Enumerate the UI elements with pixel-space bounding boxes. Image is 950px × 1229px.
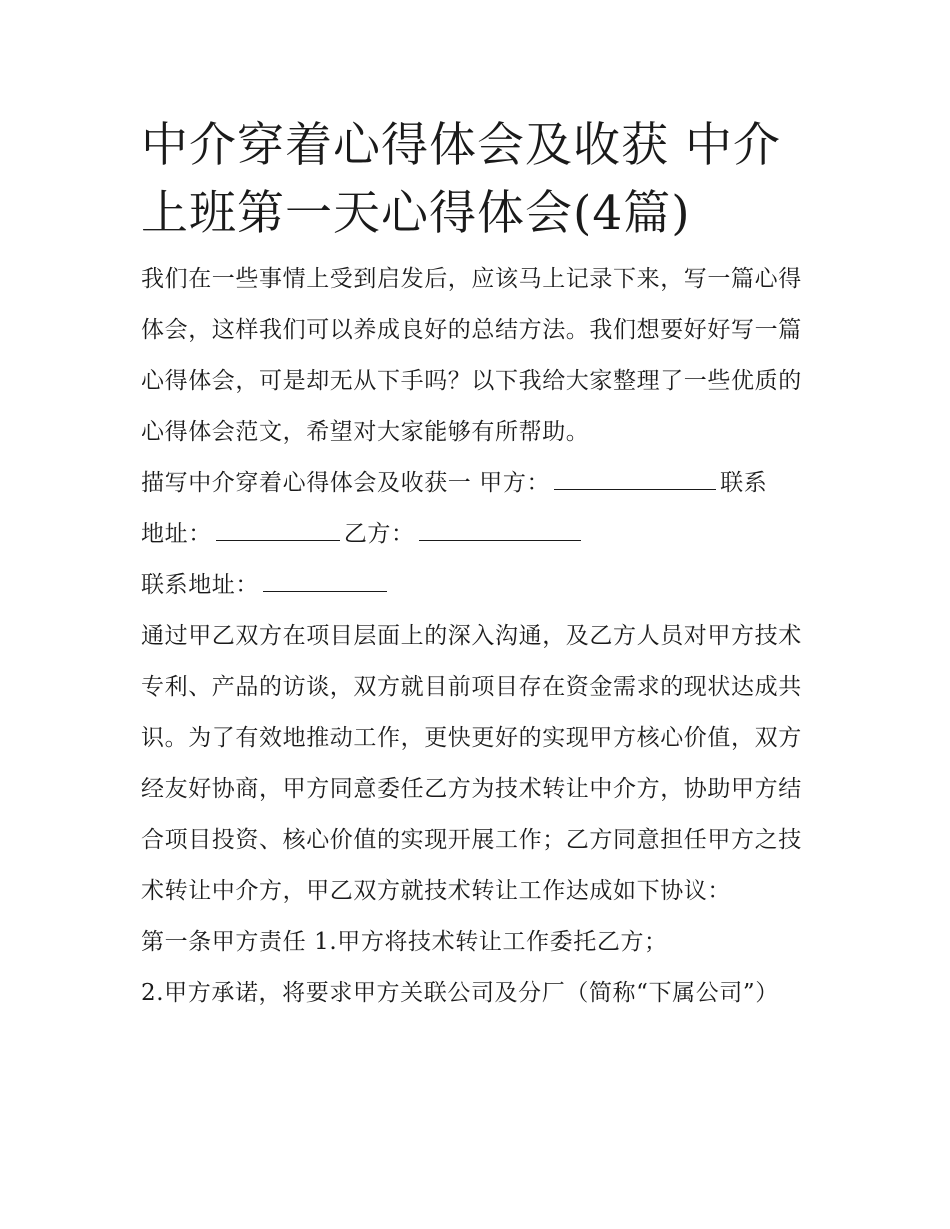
intro-paragraph: 我们在一些事情上受到启发后，应该马上记录下来，写一篇心得体会，这样我们可以养成良好的总结方法。我们想要好好写一篇心得体会，可是却无从下手吗？以下我给大家整理了一些优质的心得体会范文，希望对大家能够有所帮助。 (141, 266, 802, 445)
party-b-label: 乙方： (343, 521, 415, 547)
clause-2: 2.甲方承诺，将要求甲方关联公司及分厂（简称“下属公司”） (141, 980, 779, 1006)
address-label: 地址： (141, 521, 212, 547)
address-blank (216, 520, 340, 541)
party-b-blank (419, 520, 581, 541)
party-a-label: 描写中介穿着心得体会及收获一 甲方： (141, 470, 551, 496)
contact-address-line (141, 560, 813, 611)
contact-address-label: 联系地址： (141, 572, 259, 598)
contact-label: 联系 (720, 470, 768, 496)
body-paragraph: 通过甲乙双方在项目层面上的深入沟通，及乙方人员对甲方技术专利、产品的访谈，双方就目前项目存在资金需求的现状达成共识。为了有效地推动工作，更快更好的实现甲方核心价值，双方经友好协商，甲方同意委任乙方为技术转让中介方，协助甲方结合项目投资、核心价值的实现开展工作；乙方同意担任甲方之技术转让中介方，甲乙双方就技术转让工作达成如下协议： (141, 623, 802, 904)
contract-parties-line (141, 458, 813, 560)
document-page (141, 112, 813, 1019)
document-title: 中介穿着心得体会及收获 中介上班第一天心得体会(4篇) (141, 118, 781, 241)
clause-1: 第一条甲方责任 1.甲方将技术转让工作委托乙方； (141, 929, 668, 955)
contact-address-blank (263, 571, 387, 592)
party-a-blank (554, 469, 716, 490)
